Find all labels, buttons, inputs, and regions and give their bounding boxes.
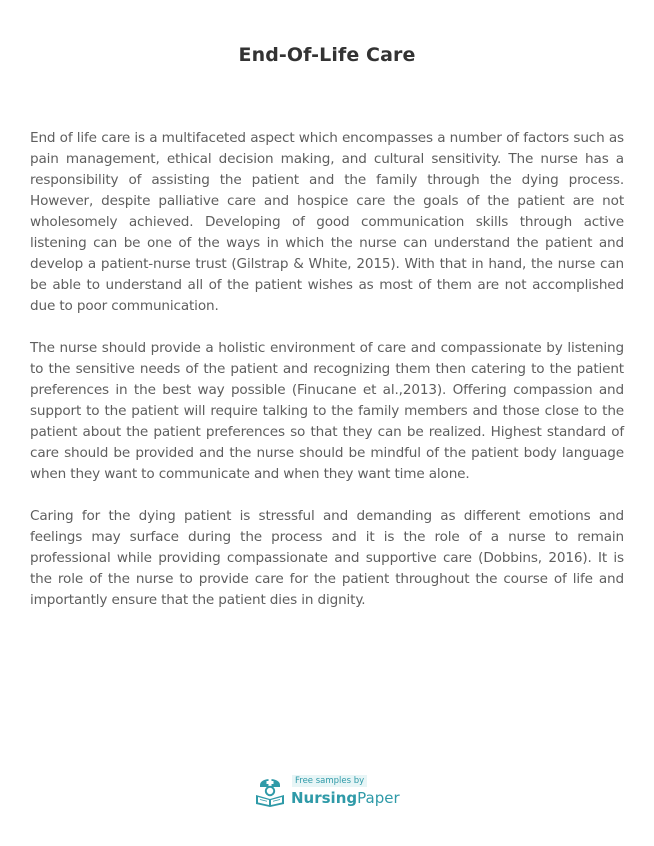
- nurse-cap-book-icon: [254, 773, 286, 807]
- logo-brand-name: [291, 788, 400, 808]
- logo-tagline: Free samples by: [292, 775, 367, 787]
- nursing-paper-logo: [254, 773, 404, 809]
- logo-brand-light: Paper: [357, 789, 400, 807]
- paragraph-2: The nurse should provide a holistic environment of care and compassionate by listening to the sensitive needs of the patient and recognizing them then catering to the patient preferences in the best way possible (Finucane et al.,2013). Offering compassion and support to the patient will require talking to the family members and those close to the patient about the patient preferences so that they can be realized. Highest standard of care should be provided and the nurse should be mindful of the patient body language when they want to communicate and when they want time alone.: [30, 340, 624, 482]
- paragraph-1: End of life care is a multifaceted aspect which encompasses a number of factors such as pain management, ethical decision making, and cultural sensitivity. The nurse has a responsibility of assisting the patient and the family through the dying process. However, despite palliative care and hospice care the goals of the patient are not wholesomely achieved. Developing of good communication skills through active listening can be one of the ways in which the nurse can understand the patient and develop a patient-nurse trust (Gilstrap & White, 2015). With that in hand, the nurse can be able to understand all of the patient wishes as most of them are not accomplished due to poor communication.: [30, 130, 624, 314]
- page-title: End-Of-Life Care: [238, 44, 416, 66]
- paragraph-3: Caring for the dying patient is stressful and demanding as different emotions and feelings may surface during the process and it is the role of a nurse to remain professional while providing compassionate and supportive care (Dobbins, 2016). It is the role of the nurse to provide care for the patient throughout the course of life and importantly ensure that the patient dies in dignity.: [30, 508, 624, 608]
- logo-brand-strong: Nursing: [291, 789, 358, 807]
- document-body: [30, 128, 624, 632]
